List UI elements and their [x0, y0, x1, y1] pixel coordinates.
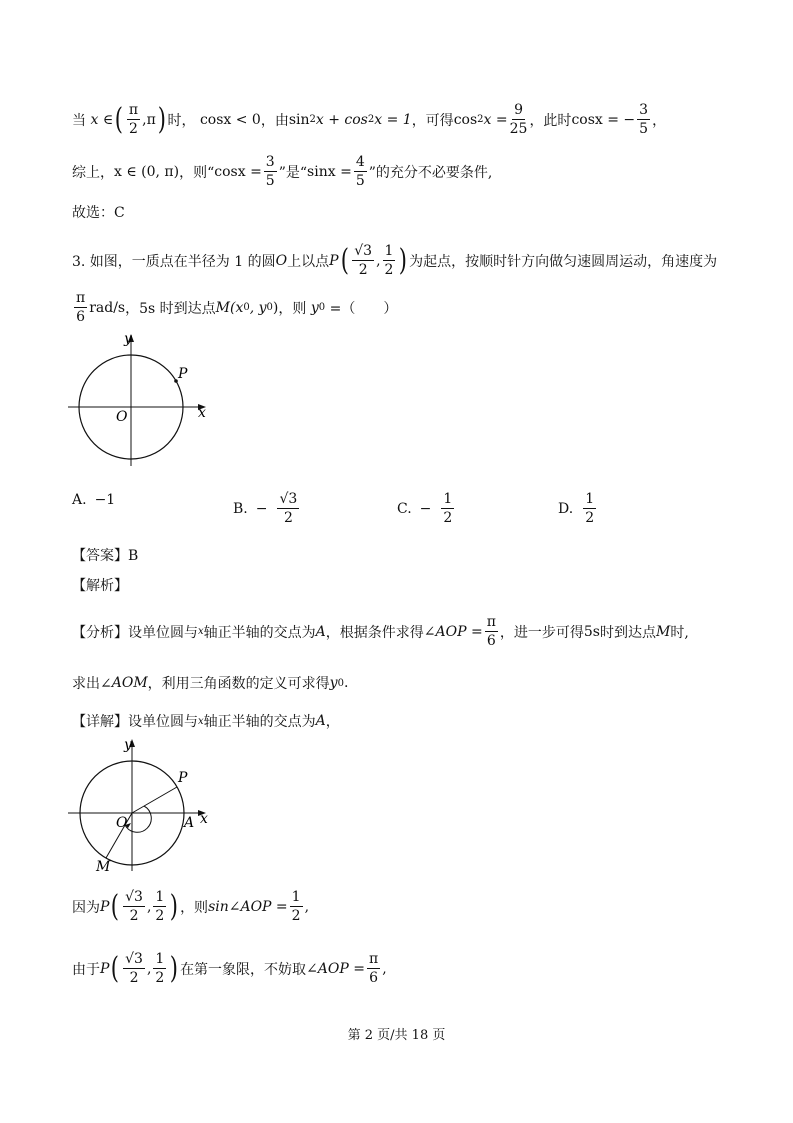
unit-circle-figure [68, 330, 218, 470]
fraction: $\frac{4}{5}$ [355, 154, 365, 189]
analysis-line-1: 【分析】设单位圆与 x 轴正半轴的交点为 A ，根据条件求得 ∠AOP = $\frac{\pi}{6}$ ，进一步可得 5s 时到达点 M 时, [72, 614, 689, 649]
fraction: $\frac{\pi}{6}$ [368, 951, 379, 986]
analysis-label: 【解析】 [72, 578, 128, 594]
x-axis-label: x [198, 405, 206, 421]
fraction: $\frac{√3}{2}$ [354, 243, 373, 278]
fraction: $\frac{\pi}{6}$ [486, 614, 496, 649]
detail-line-2: 由于 P ( $\frac{√3}{2}$ , $\frac{1}{2}$ ) 在第一象限，不妨取 ∠AOP = $\frac{\pi}{6}$ , [72, 950, 387, 986]
fraction: $\frac{9}{25}$ [509, 102, 528, 137]
analysis-line-2: 求出∠ AOM ，利用三角函数的定义可求得 y 0 . [72, 675, 349, 692]
option-d[interactable]: D. $\frac{1}{2}$ [558, 491, 595, 526]
line-choose-c: 故选：C [72, 205, 125, 221]
segment-op [132, 787, 177, 813]
fraction: $\frac{3}{5}$ [639, 102, 649, 137]
fraction: $\frac{1}{2}$ [585, 491, 595, 526]
detail-line-1: 因为 P ( $\frac{√3}{2}$ , $\frac{1}{2}$ ) ，则 sin∠AOP = $\frac{1}{2}$ , [72, 888, 310, 924]
unit-circle-detail-figure [68, 735, 218, 875]
fraction: $\frac{√3}{2}$ [279, 491, 298, 526]
p-label: P [178, 366, 188, 382]
question-3-line-1: 3. 如图，一质点在半径为 1 的圆 O 上以点 P ( $\frac{√3}{2}$ , $\frac{1}{2}$ ) 为起点，按顺时针方向做匀速圆周运动，角速度为 [72, 242, 718, 278]
page-footer: 第 2 页/共 18 页 [347, 1028, 446, 1043]
x-axis-label: x [200, 811, 208, 827]
a-label: A [184, 815, 195, 831]
fraction: $\frac{1}{2}$ [155, 889, 165, 924]
line-case-second-quadrant: 当 x ∈ ( $\frac{\pi}{2}$ , π ) 时， cosx < 0 ，由 sin 2 x + cos 2 x = 1 ，可得 cos 2 x = $\frac{9}{25}$ ，此时 cosx = − $\frac{3}{5}$ ， [72, 101, 667, 137]
fraction: $\frac{1}{2}$ [155, 951, 165, 986]
m-label: M [96, 859, 111, 875]
detail-line: 【详解】设单位圆与 x 轴正半轴的交点为 A ， [72, 713, 340, 730]
fraction: $\frac{1}{2}$ [443, 491, 453, 526]
fraction: $\frac{√3}{2}$ [125, 951, 143, 986]
fraction: $\frac{\pi}{6}$ [76, 290, 86, 325]
option-b[interactable]: B. − $\frac{√3}{2}$ [233, 491, 298, 526]
line-conclusion: 综上， x ∈ (0, π) ，则“ cosx = $\frac{3}{5}$ ”是“ sinx = $\frac{4}{5}$ ”的充分不必要条件, [72, 154, 493, 189]
fraction: $\frac{1}{2}$ [384, 243, 394, 278]
fraction: $\frac{3}{5}$ [265, 154, 275, 189]
fraction: $\frac{\pi}{2}$ [128, 102, 139, 137]
fraction: $\frac{√3}{2}$ [125, 889, 143, 924]
answer-label: 【答案】B [72, 548, 139, 564]
option-a[interactable]: A. −1 [72, 492, 116, 508]
question-3-line-2: $\frac{\pi}{6}$ rad/s ，5s 时到达点 M (x 0 , y 0 ) ，则 y 0 =（ ） [76, 290, 398, 325]
y-axis-label: y [124, 331, 132, 347]
y-axis-label: y [124, 737, 132, 753]
origin-label: O [116, 815, 128, 831]
fraction: $\frac{1}{2}$ [291, 889, 301, 924]
p-label: P [178, 770, 188, 786]
origin-label: O [116, 409, 128, 425]
option-c[interactable]: C. − $\frac{1}{2}$ [397, 491, 453, 526]
